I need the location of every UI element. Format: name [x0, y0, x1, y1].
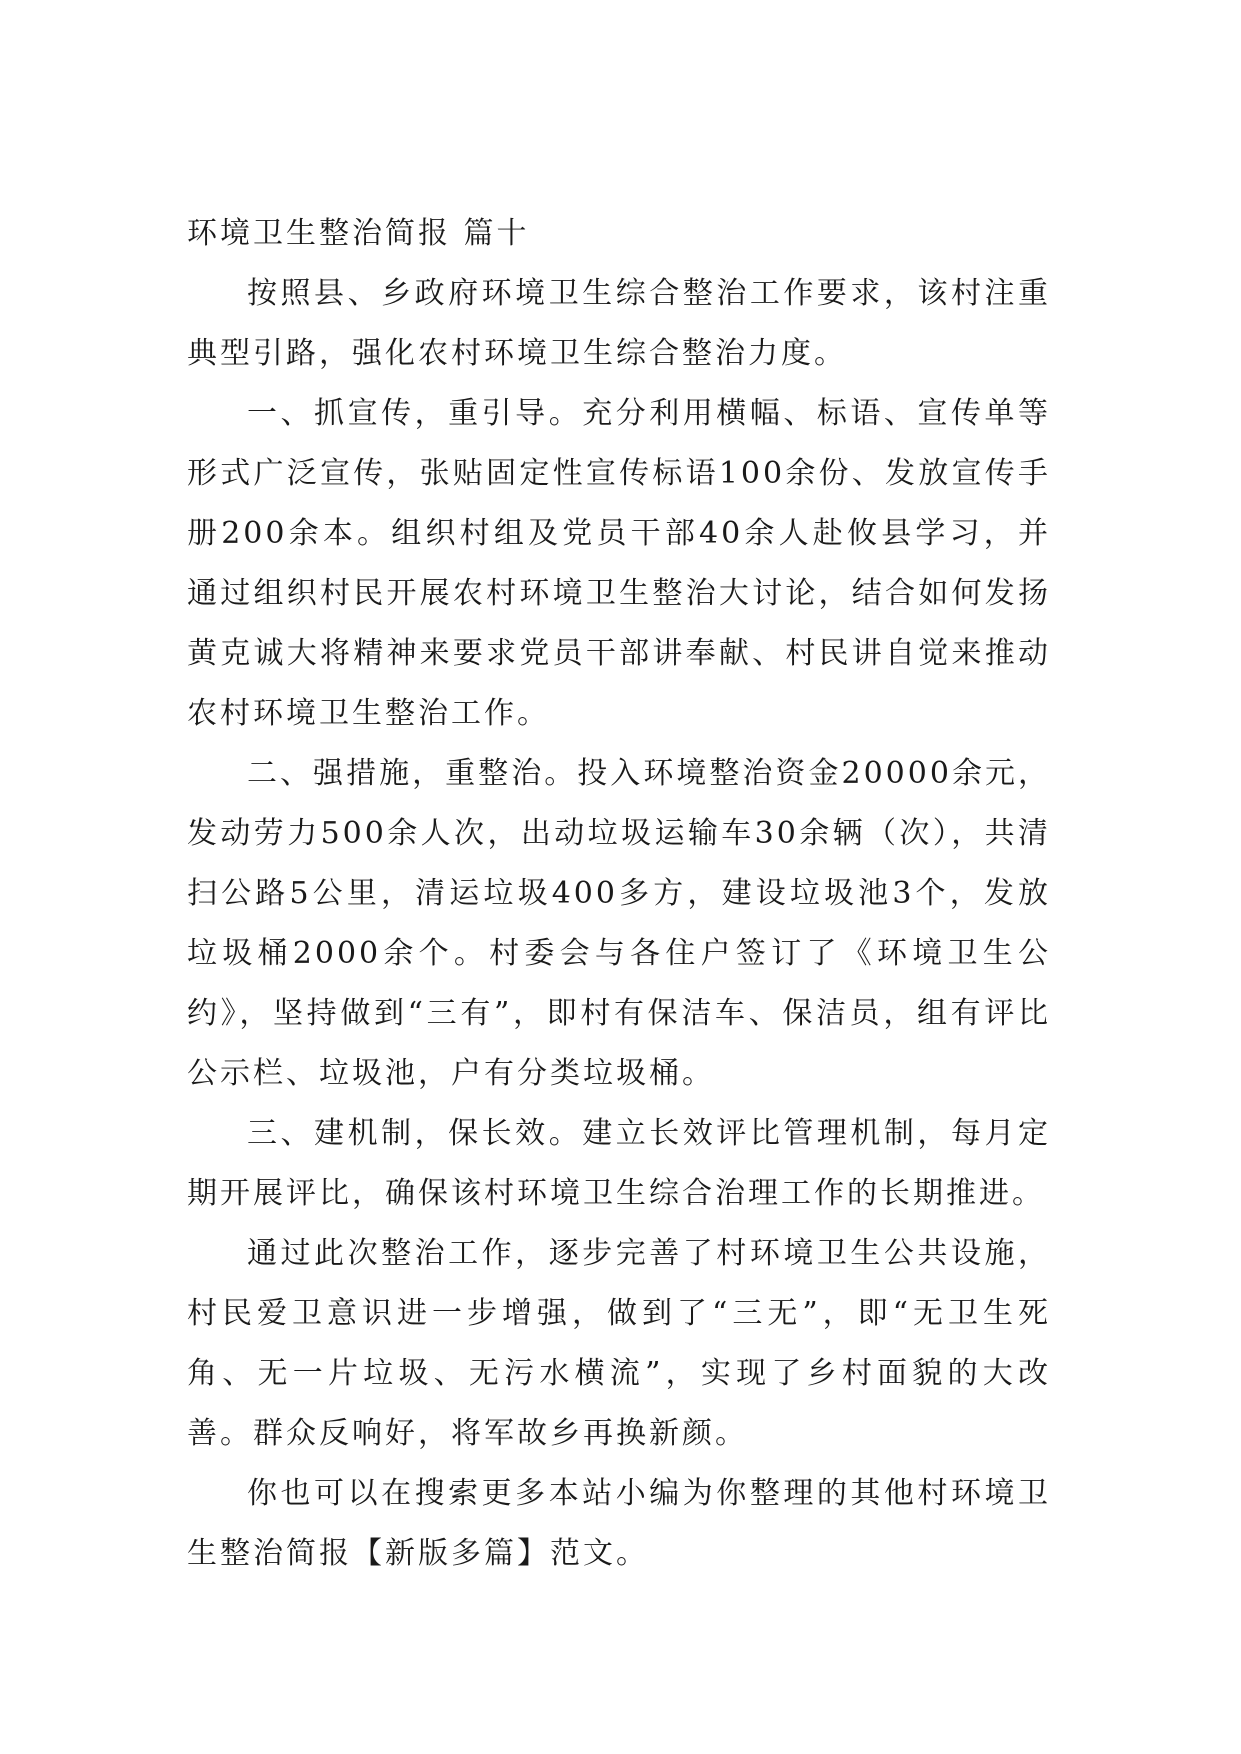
paragraph-section-1: 一、抓宣传，重引导。充分利用横幅、标语、宣传单等形式广泛宣传，张贴固定性宣传标语100余份、发放宣传手册200余本。组织村组及党员干部40余人赴攸县学习，并通过组织村民开展农村环境卫生整治大讨论，结合如何发扬黄克诚大将精神来要求党员干部讲奉献、村民讲自觉来推动农村环境卫生整治工作。 — [187, 396, 1051, 731]
paragraph-section-2: 二、强措施，重整治。投入环境整治资金20000余元，发动劳力500余人次，出动垃圾运输车30余辆（次），共清扫公路5公里，清运垃圾400多方，建设垃圾池3个，发放垃圾桶2000余个。村委会与各住户签订了《环境卫生公约》，坚持做到“三有”，即村有保洁车、保洁员，组有评比公示栏、垃圾池，户有分类垃圾桶。 — [187, 756, 1051, 1091]
document-body — [187, 204, 1051, 1584]
paragraph-summary: 通过此次整治工作，逐步完善了村环境卫生公共设施，村民爱卫意识进一步增强，做到了“三无”，即“无卫生死角、无一片垃圾、无污水横流”，实现了乡村面貌的大改善。群众反响好，将军故乡再换新颜。 — [187, 1236, 1051, 1451]
paragraph-footer-note: 你也可以在搜索更多本站小编为你整理的其他村环境卫生整治简报【新版多篇】范文。 — [187, 1476, 1051, 1571]
paragraph-section-3: 三、建机制，保长效。建立长效评比管理机制，每月定期开展评比，确保该村环境卫生综合治理工作的长期推进。 — [187, 1116, 1051, 1211]
document-title: 环境卫生整治简报 篇十 — [187, 216, 530, 251]
paragraph-intro: 按照县、乡政府环境卫生综合整治工作要求，该村注重典型引路，强化农村环境卫生综合整治力度。 — [187, 276, 1051, 371]
